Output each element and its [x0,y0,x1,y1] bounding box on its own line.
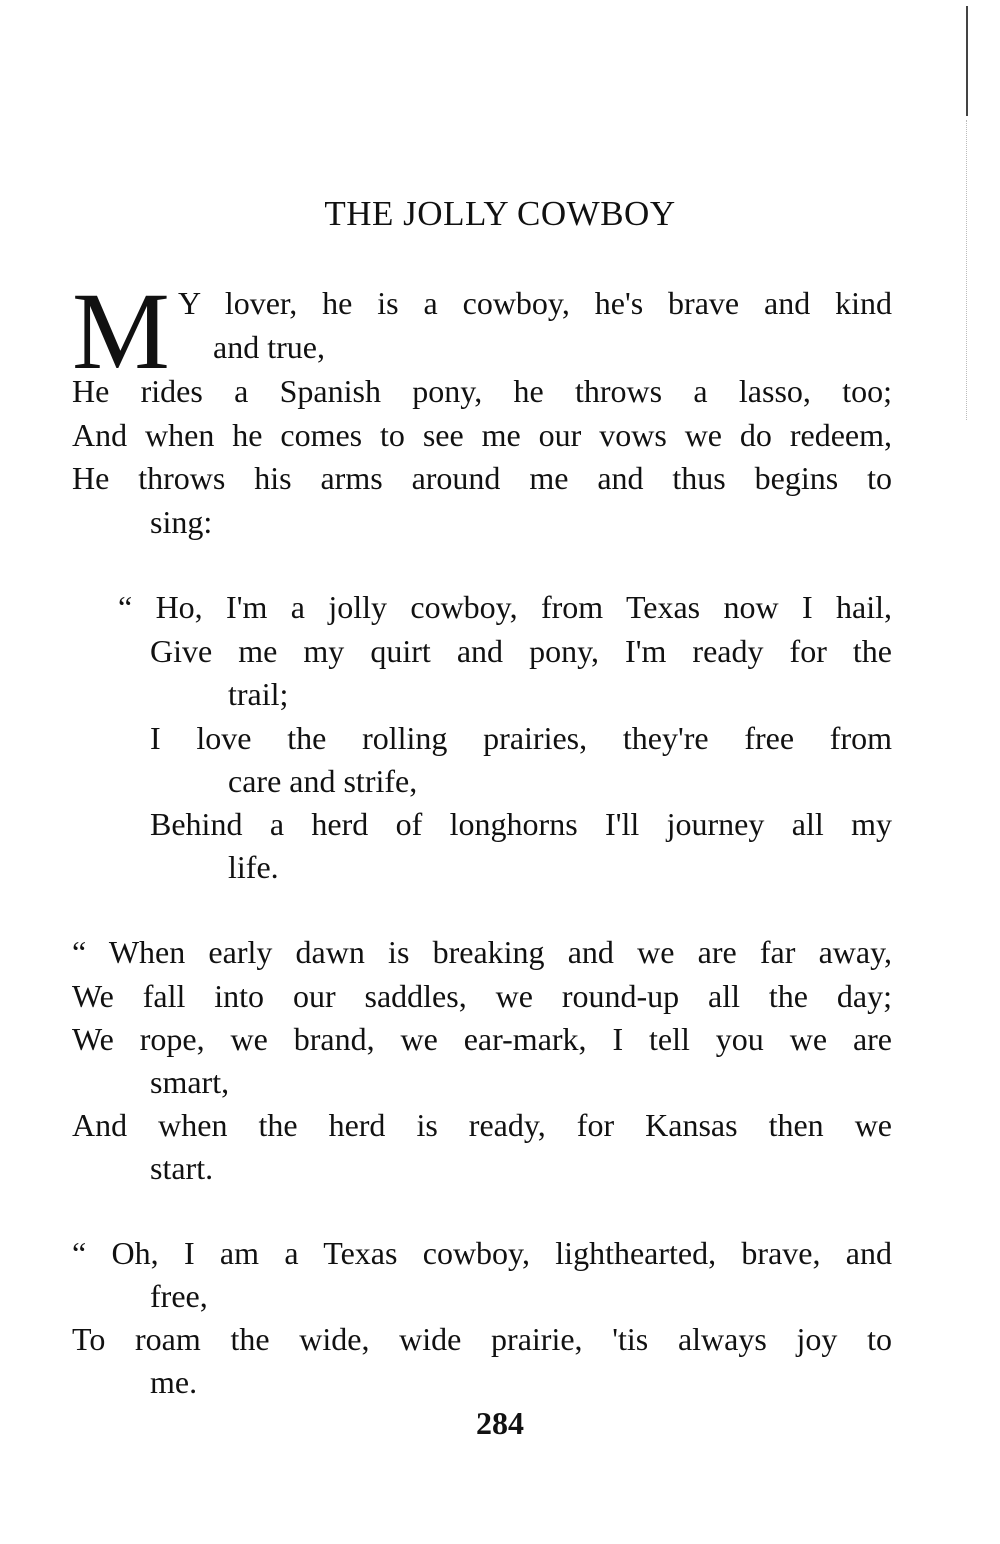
stanza3-line-1: “ When early dawn is breaking and we are far away, [72,934,892,970]
stanza4-line-3: To roam the wide, wide prairie, 'tis always joy to [72,1321,892,1357]
stanza2-line-2: Give me my quirt and pony, I'm ready for the [150,633,892,669]
stanza2-line-1: “ Ho, I'm a jolly cowboy, from Texas now I hail, [118,589,892,625]
poem-title: THE JOLLY COWBOY [324,194,676,233]
stanza3-line-6: start. [150,1150,214,1186]
stanza4-line-1: “ Oh, I am a Texas cowboy, lighthearted, brave, and [72,1235,892,1271]
page-edge-line [966,6,968,116]
stanza3-line-3: We rope, we brand, we ear-mark, I tell you we are [72,1021,892,1057]
stanza3-line-2: We fall into our saddles, we round-up all the day; [72,978,892,1014]
stanza4-line-4: me. [150,1364,198,1400]
stanza1-line-2: and true, [213,329,325,365]
stanza1-line-4: And when he comes to see me our vows we do redeem, [72,417,892,453]
stanza2-line-6: Behind a herd of longhorns I'll journey all my [150,806,892,842]
stanza4-line-2: free, [150,1278,208,1314]
drop-cap: M [72,270,170,392]
stanza2-line-3: trail; [228,676,289,712]
stanza1-line-5: He throws his arms around me and thus begins to [72,460,892,496]
stanza2-line-7: life. [228,849,279,885]
page-edge-dots [966,120,967,420]
stanza2-line-4: I love the rolling prairies, they're free from [150,720,892,756]
stanza3-line-5: And when the herd is ready, for Kansas then we [72,1107,892,1143]
stanza3-line-4: smart, [150,1064,230,1100]
stanza1-line-3: He rides a Spanish pony, he throws a lasso, too; [72,373,892,409]
stanza2-line-5: care and strife, [228,763,418,799]
page-number: 284 [476,1405,524,1441]
stanza1-line-6: sing: [150,504,213,540]
stanza1-line-1: Y lover, he is a cowboy, he's brave and kind [178,285,892,321]
